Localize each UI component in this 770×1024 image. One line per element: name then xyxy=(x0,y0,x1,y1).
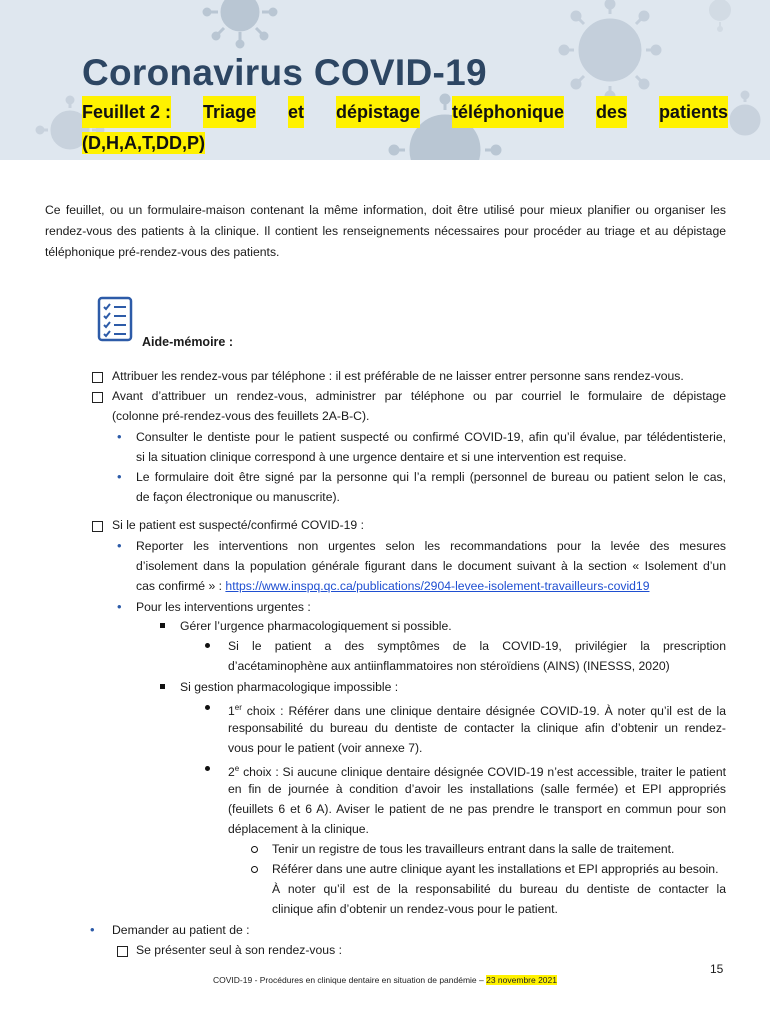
subtitle-word: Feuillet 2 : xyxy=(82,96,171,128)
choice-number: 1 xyxy=(228,704,235,719)
choice-suffix: er xyxy=(234,703,242,712)
subtitle-line2: (D,H,A,T,DD,P) xyxy=(82,133,205,153)
dot-bullet-icon xyxy=(205,705,210,710)
page-subtitle xyxy=(82,96,728,158)
link-prefix: cas confirmé » : xyxy=(136,579,226,593)
sub-sub-item-cont: (feuillets 6 et 6 A). Aviser le patient de ne pas prendre le transport en commun pour son xyxy=(228,802,726,816)
subtitle-word: et xyxy=(288,96,304,128)
dot-bullet-icon xyxy=(205,766,210,771)
bullet-icon: • xyxy=(117,469,122,484)
checkbox[interactable] xyxy=(92,392,103,403)
bullet-icon: • xyxy=(90,922,95,937)
checklist-item: Se présenter seul à son rendez-vous : xyxy=(136,943,342,957)
sub-item: Gérer l’urgence pharmacologiquement si possible. xyxy=(180,619,452,633)
aide-memoire-title: Aide-mémoire : xyxy=(142,335,233,349)
list-item: Reporter les interventions non urgentes selon les recommandations pour la levée des mesures xyxy=(136,539,726,553)
list-item: Pour les interventions urgentes : xyxy=(136,600,311,614)
checklist-item: Attribuer les rendez-vous par téléphone : il est préférable de ne laisser entrer personne sans rendez-vous. xyxy=(112,369,684,383)
square-bullet-icon xyxy=(160,623,165,628)
list-item-cont: de façon électronique ou manuscrite). xyxy=(136,490,340,504)
list-item: Consulter le dentiste pour le patient suspecté ou confirmé COVID-19, afin qu’il évalue, par télédentisterie, xyxy=(136,430,726,444)
list-item: Demander au patient de : xyxy=(112,923,250,937)
header-banner xyxy=(0,0,770,160)
sub-sub-item-cont: en fin de journée à condition d’avoir les installations (salle fermée) et EPI appropriés xyxy=(228,782,726,796)
subtitle-word: dépistage xyxy=(336,96,420,128)
checklist-item-cont: (colonne pré-rendez-vous des feuillets 2A-B-C). xyxy=(112,409,370,423)
choice-number: 2 xyxy=(228,765,235,780)
footer-text: COVID-19 - Procédures en clinique dentaire en situation de pandémie – xyxy=(213,975,487,985)
checkbox[interactable] xyxy=(92,521,103,532)
choice-text: choix : Si aucune clinique dentaire désignée COVID-19 n’est accessible, traiter le patient xyxy=(239,765,726,780)
sub-sub-item-cont: vous pour le patient (voir annexe 7). xyxy=(228,741,423,755)
level4-item-cont: clinique afin d’obtenir un rendez-vous pour le patient. xyxy=(272,902,558,916)
list-item-cont: si la situation clinique correspond à une urgence dentaire et si une intervention est requise. xyxy=(136,450,627,464)
circle-bullet-icon xyxy=(251,846,258,853)
level4-item: Tenir un registre de tous les travailleurs entrant dans la salle de traitement. xyxy=(272,842,675,856)
subtitle-word: patients xyxy=(659,96,728,128)
bullet-icon: • xyxy=(117,599,122,614)
intro-paragraph: Ce feuillet, ou un formulaire-maison contenant la même information, doit être utilisé pour mieux planifier ou organiser les rendez-vous des patients à la clinique. Il contient les renseignements nécessaires pour procéder au triage et au dépistage téléphonique pré-rendez-vous des patients. xyxy=(45,203,726,259)
choice-suffix: e xyxy=(234,764,240,773)
footer-date: 23 novembre 2021 xyxy=(486,975,557,985)
subtitle-word: téléphonique xyxy=(452,96,564,128)
list-item: Le formulaire doit être signé par la personne qui l’a rempli (personnel de bureau ou patient selon le cas, xyxy=(136,470,726,484)
checklist-icon xyxy=(97,296,133,342)
list-item-cont xyxy=(136,576,726,596)
sub-sub-item-cont: déplacement à la clinique. xyxy=(228,822,369,836)
list-item-cont: d’isolement dans la population générale figurant dans le document suivant à la section « Isolement d’un xyxy=(136,559,726,573)
subtitle-word: Triage xyxy=(203,96,256,128)
page-number: 15 xyxy=(710,962,724,976)
checklist-item: Si le patient est suspecté/confirmé COVID-19 : xyxy=(112,518,364,532)
level4-item: Référer dans une autre clinique ayant les installations et EPI appropriés au besoin. xyxy=(272,862,719,876)
page-footer xyxy=(0,975,770,985)
checkbox[interactable] xyxy=(117,946,128,957)
sub-sub-item-cont: responsabilité du bureau du dentiste de contacter la clinique afin d’obtenir un rendez- xyxy=(228,721,726,735)
bullet-icon: • xyxy=(117,538,122,553)
level4-item-cont: À noter qu’il est de la responsabilité du bureau du dentiste de contacter la xyxy=(272,882,726,896)
page-title: Coronavirus COVID-19 xyxy=(82,52,487,93)
circle-bullet-icon xyxy=(251,866,258,873)
subtitle-word: des xyxy=(596,96,627,128)
checkbox[interactable] xyxy=(92,372,103,383)
bullet-icon: • xyxy=(117,429,122,444)
sub-item: Si gestion pharmacologique impossible : xyxy=(180,680,399,694)
square-bullet-icon xyxy=(160,684,165,689)
sub-sub-item: Si le patient a des symptômes de la COVID-19, privilégier la prescription xyxy=(228,639,726,653)
dot-bullet-icon xyxy=(205,643,210,648)
checklist-item: Avant d’attribuer un rendez-vous, administrer par téléphone ou par courriel le formulaire de dépistage xyxy=(112,389,726,403)
choice-text: choix : Référer dans une clinique dentaire désignée COVID-19. À noter qu’il est de la xyxy=(241,704,726,719)
inspq-link[interactable]: https://www.inspq.qc.ca/publications/2904-levee-isolement-travailleurs-covid19 xyxy=(225,579,650,593)
sub-sub-item-cont: d’acétaminophène aux antiinflammatoires non stéroïdiens (AINS) (INESSS, 2020) xyxy=(228,659,670,673)
